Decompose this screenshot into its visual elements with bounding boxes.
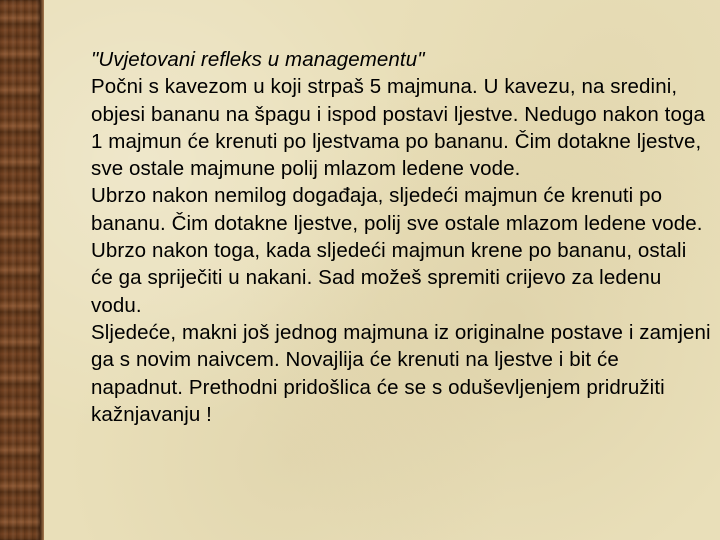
wood-border-decoration <box>0 0 40 540</box>
slide-title: "Uvjetovani refleks u managementu" <box>91 48 425 71</box>
paragraph-3: Ubrzo nakon toga, kada sljedeći majmun krene po bananu, ostali će ga spriječiti u nakani. Sad možeš spremiti crijevo za ledenu vodu. <box>91 239 687 317</box>
wood-border-edge <box>40 0 44 540</box>
slide-body <box>91 46 711 428</box>
paragraph-1: Počni s kavezom u koji strpaš 5 majmuna. U kavezu, na sredini, objesi bananu na špagu i ispod postavi ljestve. Nedugo nakon toga 1 majmun će krenuti po ljestvama po bananu. Čim dotakne ljestve, sve ostale majmune polij mlazom ledene vode. <box>91 75 705 181</box>
paragraph-2: Ubrzo nakon nemilog događaja, sljedeći majmun će krenuti po bananu. Čim dotakne ljestve, polij sve ostale mlazom ledene vode. <box>91 184 703 235</box>
paragraph-4: Sljedeće, makni još jednog majmuna iz originalne postave i zamjeni ga s novim naivcem. Novajlija će krenuti na ljestve i bit će napadnut. Prethodni pridošlica će se s oduševljenjem pridružiti kažnjavanju ! <box>91 320 711 426</box>
